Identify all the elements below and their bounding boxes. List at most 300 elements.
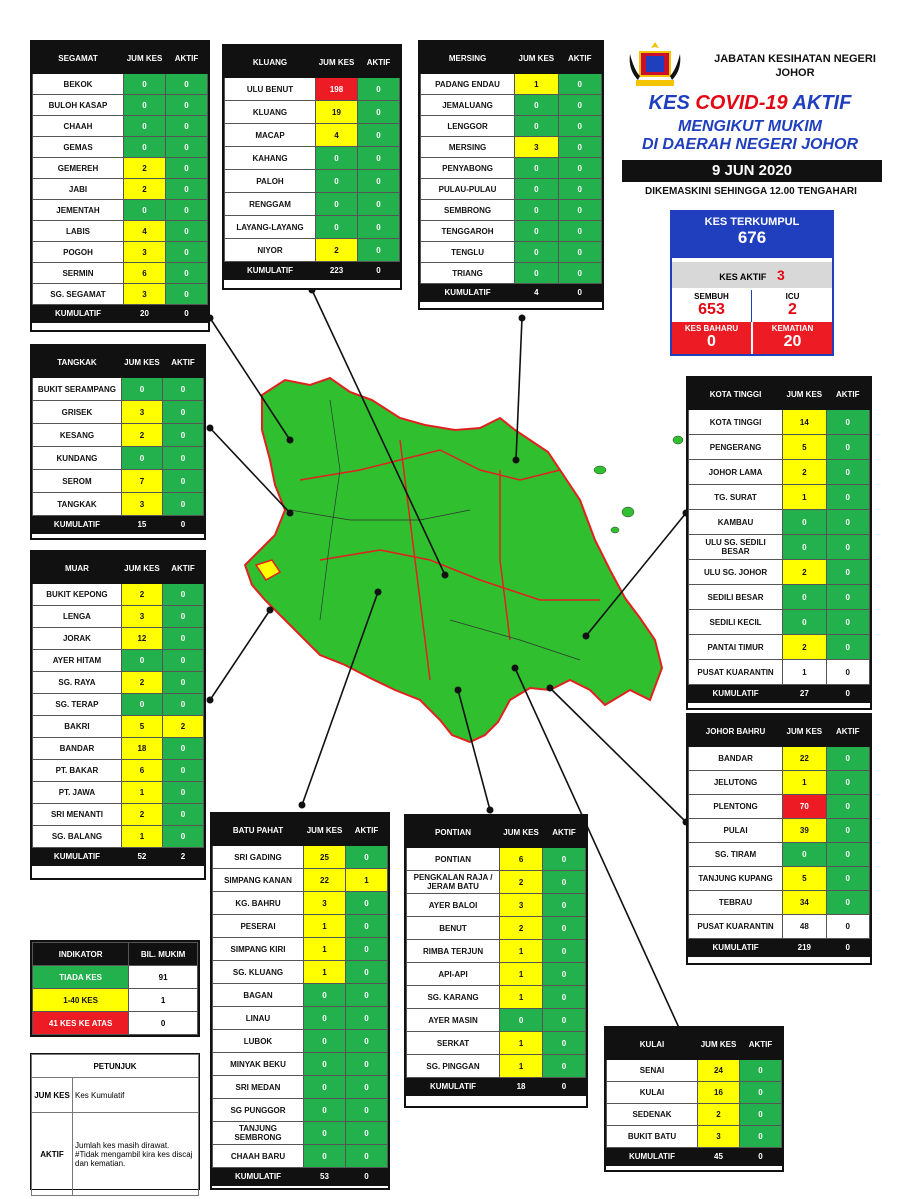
col-aktif: AKTIF (543, 817, 586, 848)
mukim-aktif: 0 (162, 628, 203, 650)
mukim-jum-kes: 3 (121, 401, 162, 424)
district-name: TANGKAK (33, 347, 122, 378)
mukim-name: PANTAI TIMUR (689, 635, 783, 660)
mukim-row (213, 1053, 388, 1076)
mukim-aktif: 0 (826, 819, 869, 843)
mukim-name: SG. TERAP (33, 694, 122, 716)
mukim-row (421, 242, 602, 263)
mukim-aktif: 0 (826, 795, 869, 819)
mukim-row (213, 892, 388, 915)
mukim-jum-kes: 0 (304, 1007, 346, 1030)
mukim-jum-kes: 0 (124, 74, 166, 95)
kumulatif-total: 53 (304, 1168, 346, 1186)
mukim-jum-kes: 2 (124, 179, 166, 200)
mukim-row (607, 1082, 782, 1104)
mukim-jum-kes: 2 (783, 460, 826, 485)
mukim-name: PULAU-PULAU (421, 179, 515, 200)
mukim-row (225, 216, 400, 239)
kumulatif-total: 18 (500, 1078, 543, 1096)
mukim-aktif: 0 (826, 660, 869, 685)
report-date: 9 JUN 2020 (622, 160, 882, 182)
mukim-aktif: 0 (543, 1009, 586, 1032)
mukim-name: CHAAH BARU (213, 1145, 304, 1168)
mukim-row (225, 124, 400, 147)
mukim-jum-kes: 6 (124, 263, 166, 284)
mukim-jum-kes: 3 (121, 493, 162, 516)
mukim-name: LINAU (213, 1007, 304, 1030)
mukim-row (689, 610, 870, 635)
mukim-jum-kes: 19 (316, 101, 358, 124)
col-aktif: AKTIF (558, 43, 601, 74)
mukim-name: SG. KLUANG (213, 961, 304, 984)
mukim-row (407, 917, 586, 940)
mukim-name: GRISEK (33, 401, 122, 424)
kumulatif-total: 20 (124, 305, 166, 323)
mukim-aktif: 1 (346, 869, 388, 892)
col-aktif: AKTIF (162, 553, 203, 584)
sembuh-panel: SEMBUH 653 (672, 290, 752, 322)
mukim-name: PT. BAKAR (33, 760, 122, 782)
mukim-aktif: 0 (166, 179, 208, 200)
mukim-row (689, 819, 870, 843)
mukim-aktif: 0 (162, 760, 203, 782)
malaysia-crest-icon (626, 40, 684, 90)
col-jum-kes: JUM KES (698, 1029, 740, 1060)
mukim-aktif: 0 (826, 915, 869, 939)
mukim-row (689, 535, 870, 560)
mukim-jum-kes: 0 (515, 158, 558, 179)
mukim-row (607, 1126, 782, 1148)
mukim-name: SIMPANG KIRI (213, 938, 304, 961)
mukim-jum-kes: 2 (698, 1104, 740, 1126)
mukim-jum-kes: 4 (316, 124, 358, 147)
legend-petunjuk: PETUNJUK JUM KES Kes Kumulatif AKTIF Jumlah kes masih dirawat. #Tidak mengambil kira kes discaj dan kematian. (30, 1053, 200, 1190)
indicator-41-ke-atas: 41 KES KE ATAS (33, 1012, 129, 1035)
kumulatif-label: KUMULATIF (33, 305, 124, 323)
kumulatif-aktif: 0 (740, 1148, 782, 1166)
kumulatif-label: KUMULATIF (407, 1078, 500, 1096)
col-aktif: AKTIF (740, 1029, 782, 1060)
mukim-jum-kes: 0 (500, 1009, 543, 1032)
mukim-row (33, 378, 204, 401)
mukim-aktif: 0 (558, 74, 601, 95)
mukim-name: SERKAT (407, 1032, 500, 1055)
mukim-row (33, 116, 208, 137)
mukim-name: KG. BAHRU (213, 892, 304, 915)
mukim-name: MERSING (421, 137, 515, 158)
mukim-aktif: 0 (162, 826, 203, 848)
mukim-name: TANJUNG SEMBRONG (213, 1122, 304, 1145)
mukim-name: SG PUNGGOR (213, 1099, 304, 1122)
mukim-aktif: 0 (358, 147, 400, 170)
district-table-muar (30, 550, 206, 880)
org-name (700, 52, 890, 80)
mukim-jum-kes: 0 (316, 170, 358, 193)
mukim-name: AYER MASIN (407, 1009, 500, 1032)
mukim-name: SERMIN (33, 263, 124, 284)
district-table-kulai (604, 1026, 784, 1172)
mukim-row (213, 846, 388, 869)
mukim-jum-kes: 24 (698, 1060, 740, 1082)
mukim-name: BAKRI (33, 716, 122, 738)
mukim-row (33, 95, 208, 116)
indicator-1-40-kes: 1-40 KES (33, 989, 129, 1012)
mukim-aktif: 0 (826, 891, 869, 915)
mukim-aktif: 0 (543, 1032, 586, 1055)
mukim-row (689, 891, 870, 915)
mukim-jum-kes: 0 (783, 535, 826, 560)
mukim-jum-kes: 0 (783, 610, 826, 635)
mukim-aktif: 0 (166, 116, 208, 137)
mukim-jum-kes: 2 (121, 584, 162, 606)
mukim-row (33, 470, 204, 493)
col-aktif: AKTIF (358, 47, 400, 78)
district-table-mersing (418, 40, 604, 310)
mukim-aktif: 0 (826, 560, 869, 585)
mukim-name: SRI MENANTI (33, 804, 122, 826)
mukim-row (225, 78, 400, 101)
mukim-name: ULU SG. SEDILI BESAR (689, 535, 783, 560)
kematian-panel: KEMATIAN 20 (753, 322, 832, 354)
mukim-aktif: 0 (166, 158, 208, 179)
mukim-aktif: 0 (558, 137, 601, 158)
mukim-row (213, 938, 388, 961)
mukim-aktif: 0 (162, 694, 203, 716)
mukim-name: SENAI (607, 1060, 698, 1082)
mukim-name: SEDENAK (607, 1104, 698, 1126)
mukim-name: KESANG (33, 424, 122, 447)
summary-box (670, 210, 834, 356)
mukim-aktif: 0 (162, 650, 203, 672)
mukim-name: SRI MEDAN (213, 1076, 304, 1099)
mukim-name: BANDAR (689, 747, 783, 771)
mukim-jum-kes: 3 (121, 606, 162, 628)
mukim-name: API-API (407, 963, 500, 986)
mukim-name: SG. RAYA (33, 672, 122, 694)
district-name: KULAI (607, 1029, 698, 1060)
kumulatif-label: KUMULATIF (607, 1148, 698, 1166)
mukim-name: LENGGOR (421, 116, 515, 137)
mukim-jum-kes: 39 (783, 819, 826, 843)
mukim-aktif: 0 (346, 984, 388, 1007)
mukim-aktif: 0 (543, 894, 586, 917)
mukim-aktif: 0 (346, 1030, 388, 1053)
mukim-row (689, 410, 870, 435)
mukim-jum-kes: 2 (121, 804, 162, 826)
mukim-aktif: 0 (826, 485, 869, 510)
mukim-row (689, 867, 870, 891)
mukim-aktif: 0 (826, 843, 869, 867)
mukim-row (225, 147, 400, 170)
mukim-name: SEDILI BESAR (689, 585, 783, 610)
district-name: KOTA TINGGI (689, 379, 783, 410)
mukim-name: PESERAI (213, 915, 304, 938)
mukim-jum-kes: 2 (500, 917, 543, 940)
kumulatif-aktif: 2 (162, 848, 203, 866)
col-aktif: AKTIF (346, 815, 388, 846)
mukim-row (689, 485, 870, 510)
mukim-jum-kes: 2 (121, 672, 162, 694)
mukim-aktif: 0 (826, 535, 869, 560)
kumulatif-aktif: 0 (543, 1078, 586, 1096)
mukim-name: KUNDANG (33, 447, 122, 470)
col-jum-kes: JUM KES (304, 815, 346, 846)
mukim-aktif: 0 (162, 738, 203, 760)
mukim-aktif: 0 (346, 1076, 388, 1099)
mukim-row (33, 672, 204, 694)
mukim-row (33, 760, 204, 782)
kumulatif-label: KUMULATIF (225, 262, 316, 280)
district-table-johor-bahru (686, 713, 872, 965)
mukim-row (213, 984, 388, 1007)
col-jum-kes: JUM KES (515, 43, 558, 74)
mukim-jum-kes: 0 (124, 116, 166, 137)
mukim-jum-kes: 6 (500, 848, 543, 871)
col-jum-kes: JUM KES (500, 817, 543, 848)
district-table-tangkak (30, 344, 206, 540)
bil-mukim-header: BIL. MUKIM (129, 943, 198, 966)
mukim-aktif: 0 (543, 1055, 586, 1078)
mukim-jum-kes: 1 (783, 660, 826, 685)
mukim-name: BUKIT SERAMPANG (33, 378, 122, 401)
mukim-row (689, 635, 870, 660)
mukim-name: PONTIAN (407, 848, 500, 871)
mukim-jum-kes: 0 (124, 137, 166, 158)
mukim-jum-kes: 0 (316, 193, 358, 216)
mukim-aktif: 0 (346, 915, 388, 938)
mukim-aktif: 0 (826, 585, 869, 610)
mukim-aktif: 0 (346, 1053, 388, 1076)
mukim-row (407, 1009, 586, 1032)
mukim-aktif: 0 (558, 200, 601, 221)
mukim-row (421, 200, 602, 221)
col-jum-kes: JUM KES (121, 553, 162, 584)
mukim-name: JEMENTAH (33, 200, 124, 221)
mukim-jum-kes: 0 (121, 694, 162, 716)
mukim-jum-kes: 0 (121, 378, 162, 401)
mukim-name: TENGLU (421, 242, 515, 263)
mukim-name: LUBOK (213, 1030, 304, 1053)
mukim-row (407, 940, 586, 963)
mukim-jum-kes: 2 (121, 424, 162, 447)
mukim-row (407, 894, 586, 917)
mukim-name: POGOH (33, 242, 124, 263)
kumulatif-total: 223 (316, 262, 358, 280)
mukim-name: ULU BENUT (225, 78, 316, 101)
kumulatif-aktif: 0 (826, 939, 869, 957)
mukim-row (213, 1145, 388, 1168)
mukim-jum-kes: 0 (515, 179, 558, 200)
mukim-row (33, 179, 208, 200)
mukim-aktif: 0 (826, 867, 869, 891)
kes-baharu-panel: KES BAHARU 0 (672, 322, 752, 354)
mukim-row (33, 242, 208, 263)
mukim-aktif: 0 (543, 848, 586, 871)
mukim-jum-kes: 0 (515, 200, 558, 221)
mukim-aktif: 0 (558, 158, 601, 179)
mukim-aktif: 0 (346, 1122, 388, 1145)
kumulatif-label: KUMULATIF (33, 848, 122, 866)
mukim-row (225, 239, 400, 262)
mukim-aktif: 0 (543, 963, 586, 986)
mukim-row (33, 782, 204, 804)
mukim-jum-kes: 0 (304, 1145, 346, 1168)
mukim-row (689, 510, 870, 535)
mukim-name: KLUANG (225, 101, 316, 124)
mukim-name: SG. BALANG (33, 826, 122, 848)
mukim-name: TENGGAROH (421, 221, 515, 242)
mukim-name: PALOH (225, 170, 316, 193)
mukim-aktif: 0 (358, 170, 400, 193)
mukim-row (33, 424, 204, 447)
mukim-row (421, 137, 602, 158)
mukim-name: BUKIT KEPONG (33, 584, 122, 606)
mukim-jum-kes: 0 (304, 984, 346, 1007)
mukim-row (421, 263, 602, 284)
mukim-name: PENGKALAN RAJA / JERAM BATU (407, 871, 500, 894)
mukim-name: BENUT (407, 917, 500, 940)
mukim-row (33, 74, 208, 95)
district-name: PONTIAN (407, 817, 500, 848)
mukim-name: PENYABONG (421, 158, 515, 179)
mukim-aktif: 0 (162, 672, 203, 694)
mukim-name: BEKOK (33, 74, 124, 95)
mukim-aktif: 0 (162, 424, 203, 447)
kumulatif-aktif: 0 (558, 284, 601, 302)
mukim-row (407, 963, 586, 986)
mukim-row (213, 869, 388, 892)
mukim-aktif: 0 (166, 263, 208, 284)
mukim-row (213, 1122, 388, 1145)
johor-state-shape (245, 378, 662, 742)
mukim-row (407, 871, 586, 894)
indicator-tiada-kes: TIADA KES (33, 966, 129, 989)
mukim-row (213, 1007, 388, 1030)
mukim-aktif: 0 (162, 447, 203, 470)
mukim-jum-kes: 2 (783, 560, 826, 585)
col-jum-kes: JUM KES (121, 347, 162, 378)
kumulatif-label: KUMULATIF (421, 284, 515, 302)
mukim-aktif: 0 (740, 1104, 782, 1126)
mukim-row (33, 263, 208, 284)
mukim-aktif: 0 (740, 1082, 782, 1104)
mukim-name: SIMPANG KANAN (213, 869, 304, 892)
district-name: JOHOR BAHRU (689, 716, 783, 747)
mukim-aktif: 0 (166, 200, 208, 221)
mukim-name: BULOH KASAP (33, 95, 124, 116)
mukim-name: BAGAN (213, 984, 304, 1007)
mukim-jum-kes: 1 (500, 986, 543, 1009)
mukim-aktif: 0 (346, 961, 388, 984)
mukim-jum-kes: 0 (515, 95, 558, 116)
mukim-row (33, 401, 204, 424)
mukim-name: MINYAK BEKU (213, 1053, 304, 1076)
mukim-jum-kes: 0 (124, 95, 166, 116)
mukim-aktif: 0 (826, 635, 869, 660)
mukim-jum-kes: 0 (515, 242, 558, 263)
mukim-name: PUSAT KUARANTIN (689, 915, 783, 939)
mukim-jum-kes: 0 (124, 200, 166, 221)
mukim-jum-kes: 198 (316, 78, 358, 101)
mukim-aktif: 0 (826, 610, 869, 635)
mukim-aktif: 0 (162, 606, 203, 628)
mukim-name: KAHANG (225, 147, 316, 170)
mukim-row (33, 826, 204, 848)
mukim-jum-kes: 2 (124, 158, 166, 179)
mukim-jum-kes: 25 (304, 846, 346, 869)
kumulatif-total: 52 (121, 848, 162, 866)
mukim-name: JORAK (33, 628, 122, 650)
mukim-row (33, 221, 208, 242)
mukim-jum-kes: 1 (304, 961, 346, 984)
mukim-row (33, 738, 204, 760)
mukim-name: RIMBA TERJUN (407, 940, 500, 963)
district-table-segamat (30, 40, 210, 332)
mukim-row (33, 650, 204, 672)
district-table-kota-tinggi (686, 376, 872, 710)
col-aktif: AKTIF (826, 379, 869, 410)
mukim-jum-kes: 0 (316, 216, 358, 239)
kumulatif-label: KUMULATIF (689, 685, 783, 703)
mukim-row (213, 1099, 388, 1122)
mukim-jum-kes: 1 (500, 1032, 543, 1055)
mukim-row (407, 1055, 586, 1078)
district-name: MUAR (33, 553, 122, 584)
mukim-name: KOTA TINGGI (689, 410, 783, 435)
mukim-aktif: 0 (358, 124, 400, 147)
mukim-row (407, 848, 586, 871)
mukim-aktif: 0 (558, 116, 601, 137)
mukim-jum-kes: 0 (121, 447, 162, 470)
mukim-jum-kes: 0 (783, 843, 826, 867)
mukim-name: PT. JAWA (33, 782, 122, 804)
kumulatif-label: KUMULATIF (689, 939, 783, 957)
mukim-name: JABI (33, 179, 124, 200)
kumulatif-total: 27 (783, 685, 826, 703)
district-name: BATU PAHAT (213, 815, 304, 846)
mukim-jum-kes: 3 (500, 894, 543, 917)
mukim-jum-kes: 2 (500, 871, 543, 894)
mukim-row (421, 116, 602, 137)
col-jum-kes: JUM KES (316, 47, 358, 78)
mukim-jum-kes: 0 (316, 147, 358, 170)
mukim-row (33, 584, 204, 606)
kumulatif-aktif: 0 (166, 305, 208, 323)
mukim-name: SG. PINGGAN (407, 1055, 500, 1078)
mukim-aktif: 0 (166, 242, 208, 263)
mukim-row (33, 493, 204, 516)
col-aktif: AKTIF (162, 347, 203, 378)
mukim-aktif: 0 (166, 137, 208, 158)
mukim-aktif: 0 (826, 747, 869, 771)
mukim-aktif: 0 (740, 1060, 782, 1082)
mukim-aktif: 0 (346, 1007, 388, 1030)
mukim-aktif: 0 (740, 1126, 782, 1148)
mukim-jum-kes: 7 (121, 470, 162, 493)
mukim-aktif: 2 (162, 716, 203, 738)
kumulatif-aktif: 0 (358, 262, 400, 280)
mukim-aktif: 0 (358, 101, 400, 124)
mukim-jum-kes: 1 (121, 782, 162, 804)
district-name: MERSING (421, 43, 515, 74)
mukim-name: BUKIT BATU (607, 1126, 698, 1148)
mukim-name: SG. KARANG (407, 986, 500, 1009)
kumulatif-total: 15 (121, 516, 162, 534)
mukim-row (421, 74, 602, 95)
mukim-row (33, 200, 208, 221)
mukim-aktif: 0 (558, 179, 601, 200)
mukim-name: LABIS (33, 221, 124, 242)
